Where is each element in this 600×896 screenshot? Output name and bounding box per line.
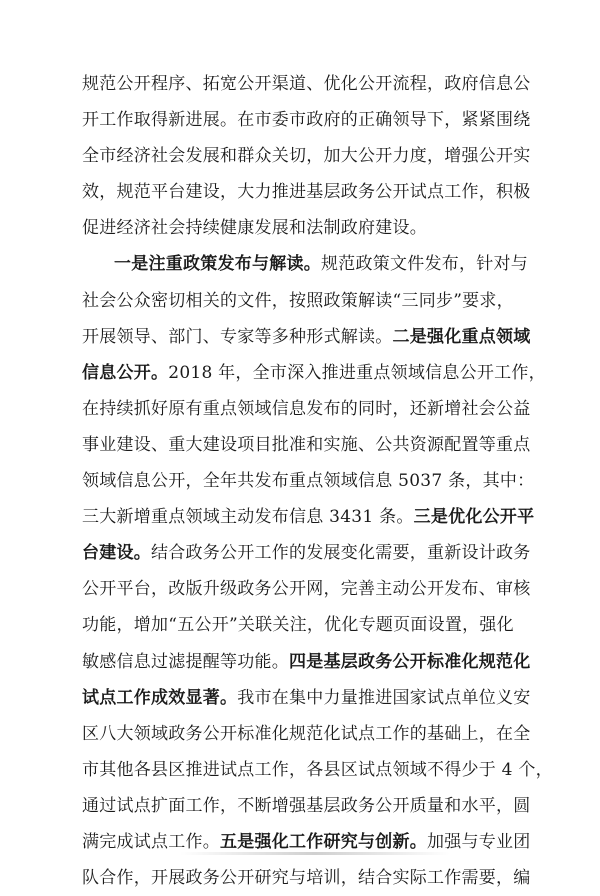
text-run: 通过试点扩面工作，不断增强基层政务公开质量和水平，圆 [82, 795, 531, 816]
text-line-01 [82, 66, 531, 102]
bold-heading-run: 信息公开。 [82, 362, 169, 383]
text-run: 三大新增重点领域主动发布信息 3431 条。 [82, 507, 414, 528]
text-run: 加强与专业团 [427, 831, 531, 852]
text-run: 结合政务公开工作的发展变化需要，重新设计政务 [151, 543, 531, 564]
text-run: 开展领导、部门、专家等多种形式解读。 [82, 326, 393, 347]
bold-heading-run: 台建设。 [82, 543, 151, 564]
text-line-10 [82, 391, 531, 427]
text-run: 社会公众密切相关的文件，按照政策解读“三同步”要求， [82, 290, 514, 311]
text-line-15 [82, 571, 531, 607]
text-run: 规范公开程序、拓宽公开渠道、优化公开流程，政府信息公 [82, 74, 531, 94]
bold-heading-run: 试点工作成效显著。 [82, 687, 238, 708]
text-line-06 [82, 246, 528, 282]
text-run: 领域信息公开，全年共发布重点领域信息 5037 条，其中： [82, 471, 535, 492]
text-run: 2018 年，全市深入推进重点领域信息公开工作， [168, 362, 546, 383]
text-line-04 [82, 174, 531, 210]
text-line-21 [82, 788, 531, 824]
text-run: 事业建设、重大建设项目批准和实施、公共资源配置等重点 [82, 434, 531, 455]
text-line-14 [82, 535, 531, 571]
bold-heading-run: 五是强化工作研究与创新。 [220, 831, 427, 852]
text-run: 功能，增加“五公开”关联关注，优化专题页面设置，强化 [82, 615, 514, 636]
text-run: 全市经济社会发展和群众关切，加大公开力度，增强公开实 [82, 146, 531, 167]
text-line-07 [82, 283, 522, 319]
text-line-17 [82, 644, 531, 680]
text-run: 公开平台，改版升级政务公开网，完善主动公开发布、审核 [82, 579, 531, 600]
bold-heading-run: 三是优化公开平 [413, 507, 535, 528]
text-line-18 [82, 680, 531, 716]
text-line-03 [82, 138, 531, 174]
text-line-12 [82, 463, 535, 499]
text-line-09 [82, 355, 546, 391]
text-run: 敏感信息过滤提醒等功能。 [82, 651, 289, 672]
text-run: 规范政策文件发布，针对与 [321, 254, 528, 275]
scan-edge-divider [180, 852, 450, 855]
text-run: 市其他各县区推进试点工作，各县区试点领域不得少于 4 个， [82, 759, 553, 780]
text-run: 我市在集中力量推进国家试点单位义安 [237, 687, 531, 708]
text-run: 促进经济社会持续健康发展和法制政府建设。 [82, 218, 427, 239]
bold-heading-run: 一是注重政策发布与解读。 [114, 254, 321, 275]
text-line-11 [82, 427, 531, 463]
text-line-02 [82, 102, 531, 138]
text-line-19 [82, 716, 531, 752]
text-run: 开工作取得新进展。在市委市政府的正确领导下，紧紧围绕 [82, 110, 531, 131]
text-line-13 [82, 499, 535, 535]
bold-heading-run: 四是基层政务公开标准化规范化 [289, 651, 531, 672]
text-line-05 [82, 210, 522, 246]
text-line-23 [82, 860, 531, 896]
text-run: 在持续抓好原有重点领域信息发布的同时，还新增社会公益 [82, 398, 531, 419]
body-text [82, 66, 553, 896]
text-run: 队合作，开展政务公开研究与培训，结合实际工作需要，编 [82, 868, 531, 889]
text-run: 区八大领域政务公开标准化规范化试点工作的基础上，在全 [82, 723, 531, 744]
text-line-16 [82, 607, 522, 643]
text-run: 效，规范平台建设，大力推进基层政务公开试点工作，积极 [82, 182, 531, 203]
text-line-20 [82, 752, 553, 788]
bold-heading-run: 二是强化重点领域 [392, 326, 531, 347]
text-line-08 [82, 319, 531, 355]
text-run: 满完成试点工作。 [82, 831, 220, 852]
